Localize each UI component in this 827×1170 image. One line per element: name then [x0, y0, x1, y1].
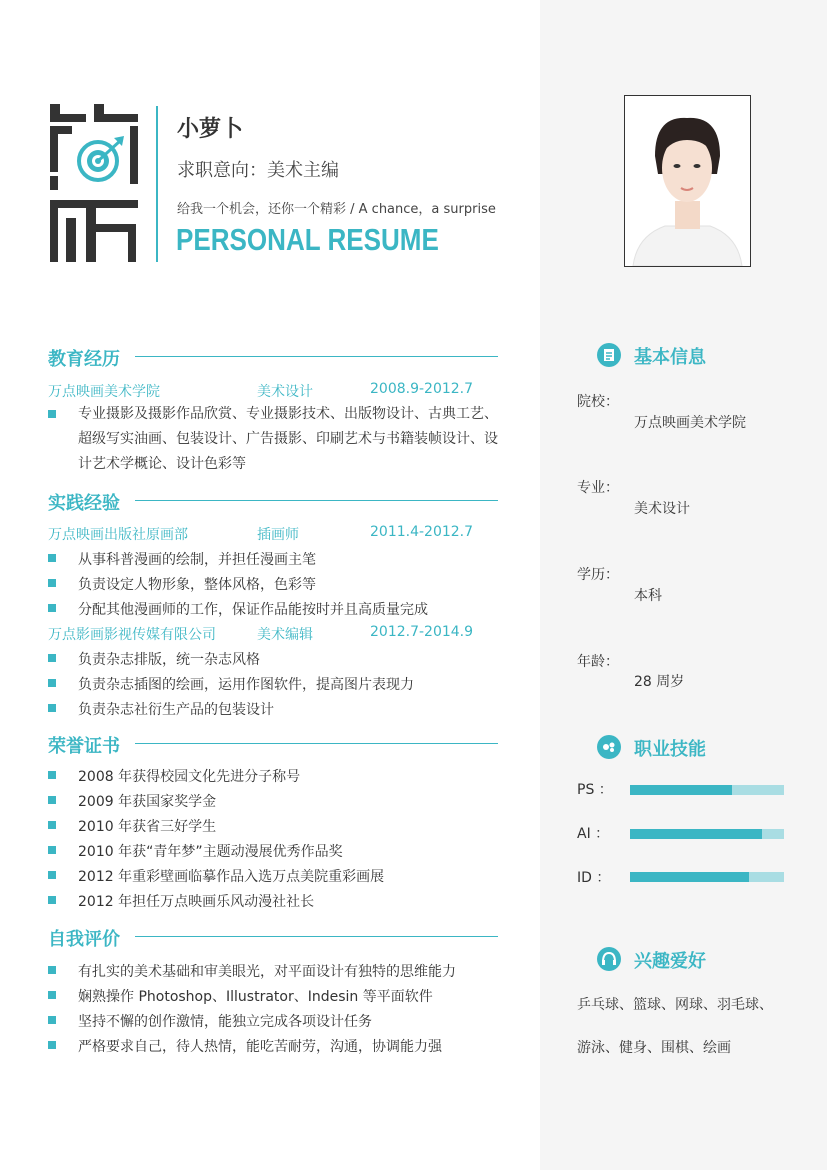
- skills-icon: [597, 735, 621, 759]
- basic-info-title: 基本信息: [634, 347, 706, 368]
- hobby-line: 乒乓球、篮球、网球、羽毛球、: [577, 997, 773, 1013]
- bullet: [48, 1016, 56, 1024]
- bullet: [48, 796, 56, 804]
- self-eval-item: 坚持不懈的创作激情，能独立完成各项设计任务: [78, 1014, 372, 1030]
- info-value: 万点映画美术学院: [634, 415, 746, 431]
- education-major: 美术设计: [257, 384, 313, 400]
- job-role: 美术编辑: [257, 627, 313, 643]
- job-duty: 负责杂志插图的绘画，运用作图软件，提高图片表现力: [78, 677, 414, 693]
- education-school: 万点映画美术学院: [48, 384, 160, 400]
- honor-item: 2009 年获国家奖学金: [78, 794, 217, 810]
- self-eval-item: 有扎实的美术基础和审美眼光，对平面设计有独特的思维能力: [78, 964, 456, 980]
- job-intent: 求职意向：美术主编: [177, 160, 339, 181]
- bullet: [48, 871, 56, 879]
- job-duty: 分配其他漫画师的工作，保证作品能按时并且高质量完成: [78, 602, 428, 618]
- skill-bar-id: [630, 872, 784, 882]
- education-divider: [135, 356, 498, 357]
- bullet: [48, 579, 56, 587]
- hobbies-title: 兴趣爱好: [634, 951, 706, 972]
- skills-title: 职业技能: [634, 739, 706, 760]
- self-eval-item: 严格要求自己，待人热情，能吃苦耐劳，沟通，协调能力强: [78, 1039, 442, 1055]
- candidate-name: 小萝卜: [177, 117, 244, 142]
- skill-label: AI ：: [577, 826, 610, 842]
- honors-title: 荣誉证书: [48, 736, 120, 757]
- resume-logo: [50, 104, 138, 262]
- self-eval-item: 娴熟操作 Photoshop、Illustrator、Indesin 等平面软件: [78, 989, 433, 1005]
- education-period: 2008.9-2012.7: [370, 381, 474, 397]
- honor-item: 2008 年获得校园文化先进分子称号: [78, 769, 301, 785]
- resume-title: PERSONAL RESUME: [176, 222, 439, 257]
- job-duty: 负责杂志社衍生产品的包装设计: [78, 702, 274, 718]
- education-courses: 专业摄影及摄影作品欣赏、专业摄影技术、出版物设计、古典工艺、超级写实油画、包装设计、广告摄影、印刷艺术与书籍装帧设计、设计艺术学概论、设计色彩等: [78, 406, 498, 472]
- info-value: 美术设计: [634, 501, 690, 517]
- bullet: [48, 991, 56, 999]
- profile-photo: [624, 95, 751, 267]
- bullet: [48, 604, 56, 612]
- header-divider: [156, 106, 158, 262]
- practice-divider: [135, 500, 498, 501]
- info-value: 本科: [634, 588, 662, 604]
- skill-fill: [630, 872, 749, 882]
- job-period: 2011.4-2012.7: [370, 524, 474, 540]
- job-duty: 从事科普漫画的绘制，并担任漫画主笔: [78, 552, 316, 568]
- bullet: [48, 410, 56, 418]
- honor-item: 2010 年获“青年梦”主题动漫展优秀作品奖: [78, 844, 343, 860]
- job-company: 万点映画出版社原画部: [48, 527, 188, 543]
- practice-title: 实践经验: [48, 493, 120, 514]
- self-eval-title: 自我评价: [48, 929, 120, 950]
- skill-fill: [630, 785, 732, 795]
- bullet: [48, 846, 56, 854]
- bullet: [48, 554, 56, 562]
- info-label: 年龄：: [577, 654, 619, 670]
- bullet: [48, 1041, 56, 1049]
- info-label: 院校：: [577, 394, 619, 410]
- document-icon: [597, 343, 621, 367]
- skill-bar-ai: [630, 829, 784, 839]
- hobby-line: 游泳、健身、围棋、绘画: [577, 1040, 731, 1056]
- honor-item: 2010 年获省三好学生: [78, 819, 217, 835]
- bullet: [48, 966, 56, 974]
- job-role: 插画师: [257, 527, 299, 543]
- headphones-icon: [597, 947, 621, 971]
- bullet: [48, 896, 56, 904]
- info-label: 学历：: [577, 567, 619, 583]
- honor-item: 2012 年重彩壁画临摹作品入选万点美院重彩画展: [78, 869, 385, 885]
- skill-bar-ps: [630, 785, 784, 795]
- bullet: [48, 771, 56, 779]
- job-period: 2012.7-2014.9: [370, 624, 474, 640]
- bullet: [48, 654, 56, 662]
- education-title: 教育经历: [48, 349, 120, 370]
- job-duty: 负责杂志排版，统一杂志风格: [78, 652, 260, 668]
- info-value: 28 周岁: [634, 674, 685, 690]
- self-eval-divider: [135, 936, 498, 937]
- job-duty: 负责设定人物形象，整体风格，色彩等: [78, 577, 316, 593]
- job-company: 万点影画影视传媒有限公司: [48, 627, 216, 643]
- info-label: 专业：: [577, 480, 619, 496]
- skill-label: PS ：: [577, 782, 613, 798]
- bullet: [48, 679, 56, 687]
- bullet: [48, 821, 56, 829]
- honors-divider: [135, 743, 498, 744]
- honor-item: 2012 年担任万点映画乐风动漫社社长: [78, 894, 315, 910]
- slogan: 给我一个机会，还你一个精彩 / A chance，a surprise: [177, 202, 496, 217]
- skill-label: ID ：: [577, 870, 611, 886]
- skill-fill: [630, 829, 762, 839]
- bullet: [48, 704, 56, 712]
- target-icon: [74, 134, 126, 186]
